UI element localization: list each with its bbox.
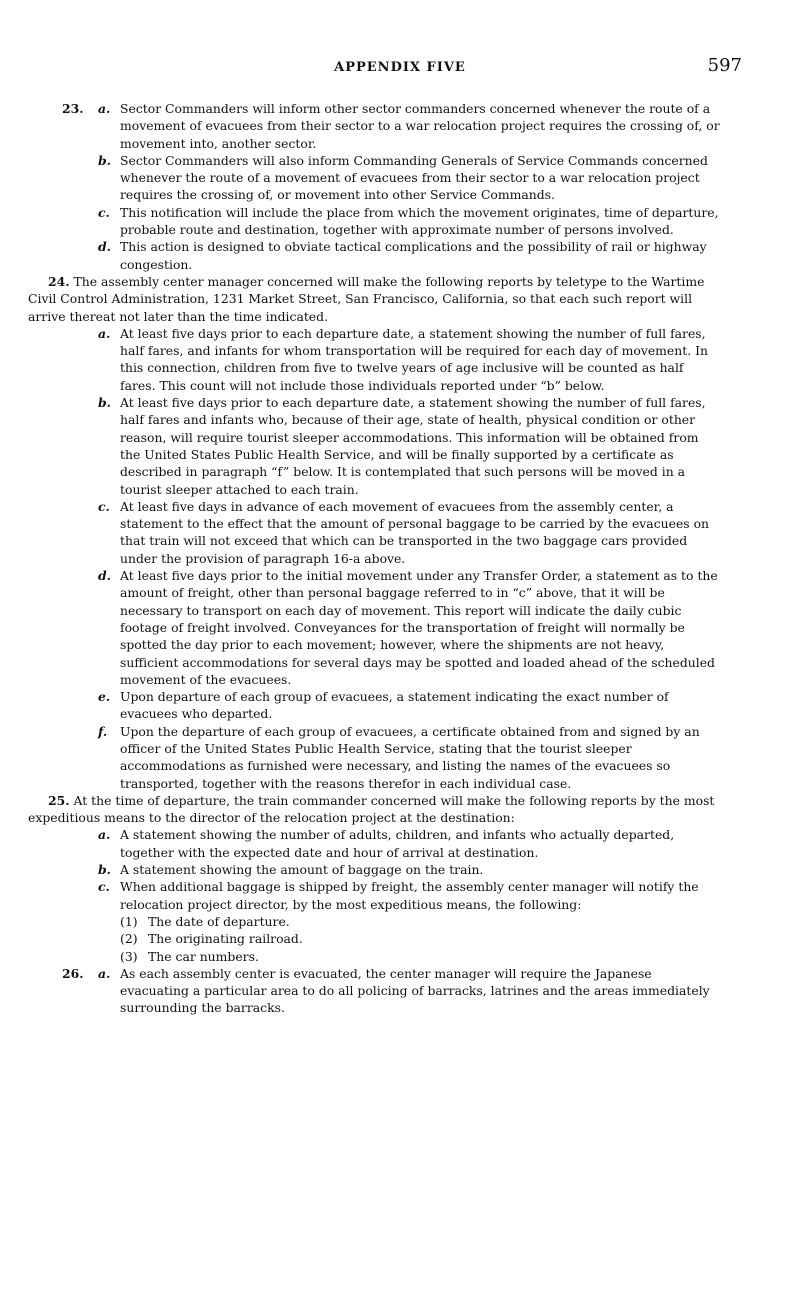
item-label: (2) xyxy=(120,931,138,947)
paragraph-24-e xyxy=(28,688,720,723)
item-label: (3) xyxy=(120,948,138,964)
item-text: Sector Commanders will also inform Commanding Generals of Service Commands concerned whenever the route of a movement of evacuees from their sector to a war relocation project requires the crossing of, or movement into other Service Commands. xyxy=(120,152,708,203)
paragraph-25-intro xyxy=(28,792,720,827)
item-label: e. xyxy=(98,689,111,705)
item-text: As each assembly center is evacuated, the center manager will require the Japanese evacuating a particular area to do all policing of barracks, latrines and the areas immediately surrounding the barracks. xyxy=(120,965,710,1016)
item-label: c. xyxy=(98,204,110,220)
item-label: b. xyxy=(98,862,111,878)
paragraph-25-c-2 xyxy=(28,930,720,947)
item-text: A statement showing the number of adults, children, and infants who actually departed, together with the expected date and hour of arrival at destination. xyxy=(120,827,675,860)
paragraph-24-f xyxy=(28,723,720,792)
item-text: At least five days prior to each departure date, a statement showing the number of full fares, half fares and infants who, because of their age, state of health, physical condition or other reason, will require tourist sleeper accommodations. This information will be obtained from the United States Public Health Service, and will be finally supported by a certificate as described in paragraph “f” below. It is contemplated that such persons will be moved in a tourist sleeper attached to each train. xyxy=(120,395,706,497)
item-text: When additional baggage is shipped by freight, the assembly center manager will notify the relocation project director, by the most expeditious means, the following: xyxy=(120,879,699,912)
paragraph-25-c xyxy=(28,878,720,913)
item-text: At least five days in advance of each movement of evacuees from the assembly center, a statement to the effect that the amount of personal baggage to be carried by the evacuees on that train will not exceed that which can be transported in the two baggage cars provided under the provision of paragraph 16-a above. xyxy=(120,498,710,566)
paragraph-number: 24. xyxy=(48,273,70,289)
item-label: d. xyxy=(98,568,111,584)
paragraph-25-c-3 xyxy=(28,948,720,965)
item-text: This notification will include the place from which the movement originates, time of departure, probable route and destination, together with approximate number of persons involved. xyxy=(120,204,719,238)
item-text: At least five days prior to the initial movement under any Transfer Order, a statement as to the amount of freight, other than personal baggage referred to in “c” above, that it will be necessary to transport on each day of movement. This report will indicate the daily cubic footage of freight involved. Conveyances for the transportation of freight will normally be spotted the day prior to each movement; however, where the shipments are not heavy, sufficient accommodations for several days may be spotted and loaded ahead of the scheduled movement of the evacuees. xyxy=(120,568,718,687)
item-label: c. xyxy=(98,879,110,895)
item-text: Upon departure of each group of evacuees, a statement indicating the exact number of evacuees who departed. xyxy=(120,689,669,722)
item-text: Sector Commanders will inform other sector commanders concerned whenever the route of a movement of evacuees from their sector to a war relocation project requires the crossing of, or movement into, another sector. xyxy=(120,101,720,151)
document-body xyxy=(28,100,720,1017)
page-header xyxy=(0,55,800,82)
item-text: A statement showing the amount of baggage on the train. xyxy=(120,862,484,878)
paragraph-24-c xyxy=(28,498,720,567)
paragraph-text: At the time of departure, the train commander concerned will make the following reports by the most expeditious means to the director of the relocation project at the destination: xyxy=(28,792,715,826)
item-label: a. xyxy=(98,827,111,843)
item-label: c. xyxy=(98,498,110,514)
item-label: f. xyxy=(98,723,108,739)
paragraph-24-a xyxy=(28,325,720,394)
item-label: b. xyxy=(98,152,111,168)
paragraph-23-a xyxy=(28,100,720,152)
item-label: (1) xyxy=(120,913,138,929)
paragraph-text: The assembly center manager concerned will make the following reports by teletype to the Wartime Civil Control Administration, 1231 Market Street, San Francisco, California, so that each such report will arrive thereat not later than the time indicated. xyxy=(28,273,705,324)
paragraph-26-a xyxy=(28,965,720,1017)
item-text: The date of departure. xyxy=(148,913,290,929)
paragraph-number: 26. xyxy=(62,965,84,981)
item-text: Upon the departure of each group of evacuees, a certificate obtained from and signed by an officer of the United States Public Health Service, stating that the tourist sleeper accommodations as furnished were necessary, and listing the names of the evacuees so transported, together with the reasons therefor in each individual case. xyxy=(120,723,700,791)
paragraph-number: 25. xyxy=(48,792,70,808)
item-text: The originating railroad. xyxy=(148,931,303,947)
paragraph-24-b xyxy=(28,394,720,498)
item-text: This action is designed to obviate tactical complications and the possibility of rail or highway congestion. xyxy=(120,239,707,272)
item-label: a. xyxy=(98,101,111,116)
paragraph-24-d xyxy=(28,567,720,688)
item-label: a. xyxy=(98,325,111,341)
paragraph-24-intro xyxy=(28,273,720,325)
item-label: a. xyxy=(98,965,111,981)
paragraph-25-c-1 xyxy=(28,913,720,930)
running-head: APPENDIX FIVE xyxy=(334,60,466,75)
paragraph-25-b xyxy=(28,861,720,878)
item-text: The car numbers. xyxy=(148,948,259,964)
paragraph-23-b xyxy=(28,152,720,204)
paragraph-number: 23. xyxy=(62,101,84,116)
item-label: d. xyxy=(98,239,111,255)
item-label: b. xyxy=(98,395,111,411)
paragraph-25-a xyxy=(28,826,720,861)
page-number: 597 xyxy=(707,55,742,76)
item-text: At least five days prior to each departure date, a statement showing the number of full fares, half fares, and infants for whom transportation will be required for each day of movement. In this connection, children from five to twelve years of age inclusive will be counted as half fares. This count will not include those individuals reported under “b” below. xyxy=(120,325,708,393)
paragraph-23-c xyxy=(28,204,720,239)
paragraph-23-d xyxy=(28,238,720,273)
